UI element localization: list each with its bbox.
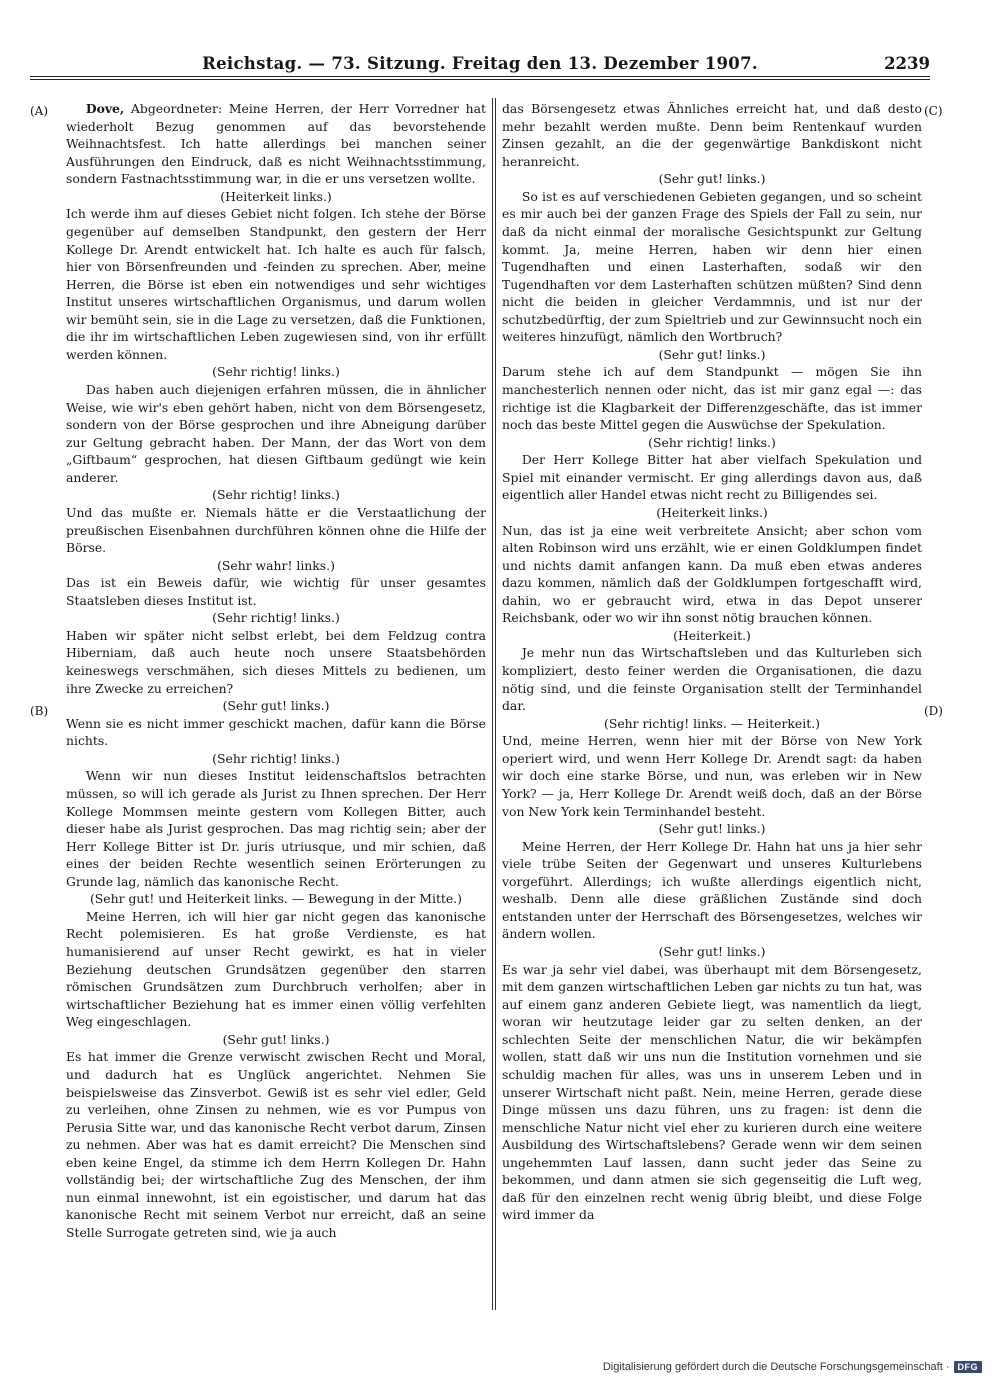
- page-number: 2239: [884, 54, 930, 73]
- left-column: [66, 100, 486, 1308]
- speaker-name: Dove,: [85, 101, 125, 116]
- interjection: (Heiterkeit links.): [656, 504, 768, 520]
- interjection: (Sehr richtig! links.): [212, 610, 340, 626]
- margin-marker-b: (B): [30, 704, 49, 718]
- interjection: (Sehr gut! und Heiterkeit links. — Bewegung in der Mitte.): [89, 891, 463, 907]
- interjection: (Sehr richtig! links. — Heiterkeit.): [604, 715, 820, 731]
- paragraph: Es hat immer die Grenze verwischt zwischen Recht und Moral, und dadurch hat es Unglück angerichtet. Nehmen Sie beispielsweise das Zinsverbot. Gewiß ist es sehr viel edler, Geld zu verleihen, ohne Zinsen zu nehmen, wie es vor Pumpus von Perusia Sitte war, und das kanonische Recht verbot darum, Zinsen zu nehmen. Aber was hat es damit erreicht? Die Menschen sind eben keine Engel, da stimme ich dem Herrn Kollegen Dr. Hahn vollständig bei; der wirtschaftliche Zug des Menschen, der ihm nun einmal innewohnt, ist ein egoistischer, und darum hat das kanonische Recht mit seinem Verbot nur erreicht, daß an seine Stelle Surrogate getreten sind, wie ja auch: [66, 1049, 486, 1240]
- paragraph: Wenn wir nun dieses Institut leidenschaftslos betrachten müssen, so will ich gerade als Jurist zu Ihnen sprechen. Der Herr Kollege Mommsen meinte gestern vom Kollegen Bitter, auch dieser habe als Jurist gesprochen. Das mag richtig sein; aber der Herr Kollege Bitter ist Dr. juris utriusque, und mir schien, daß eines der beiden Rechte wesentlich seinen Erörterungen zu Grunde lag, nämlich das kanonische Recht.: [66, 768, 486, 889]
- paragraph: Das ist ein Beweis dafür, wie wichtig für unser gesamtes Staatsleben dieses Institut ist.: [66, 575, 486, 608]
- paragraph: Der Herr Kollege Bitter hat aber vielfach Spekulation und Spiel mit einander vermischt. Er ging allerdings davon aus, daß eigentlich aller Handel etwas nicht recht zu Billigendes sei.: [502, 452, 922, 503]
- interjection: (Sehr gut! links.): [658, 944, 766, 959]
- paragraph: Wenn sie es nicht immer geschickt machen, dafür kann die Börse nichts.: [66, 715, 486, 749]
- interjection: (Sehr richtig! links.): [212, 364, 340, 380]
- paragraph: Das haben auch diejenigen erfahren müssen, die in ähnlicher Weise, wie wir's eben gehört haben, nicht von dem Börsengesetz, sondern von der Börse gesprochen und ihre Abneigung darüber zur Geltung gebracht haben. Der Mann, der das Wort von dem „Giftbaum“ gesprochen, hat diesen Giftbaum gedüngt wie kein anderer.: [66, 382, 486, 485]
- interjection: (Heiterkeit.): [673, 627, 751, 643]
- page-title: Reichstag. — 73. Sitzung. Freitag den 13. Dezember 1907.: [202, 54, 758, 73]
- page-header: [30, 50, 930, 78]
- margin-marker-a: (A): [30, 104, 49, 118]
- paragraph: So ist es auf verschiedenen Gebieten gegangen, und so scheint es mir auch bei der ganzen Frage des Spiels der Fall zu sein, nur daß da nicht einmal der moralische Gesichtspunkt zur Geltung kommt. Ja, meine Herren, haben wir denn hier einen Tugendhaften und einen Lasterhaften, sodaß wir den Tugendhaften vor dem Lasterhaften schützen müßten? Sind denn nicht die beiden in gleicher Verdammnis, und ist nur der schutzbedürftig, der zum Spieltrieb und zur Gewinnsucht noch ein weiteres hinzufügt, nämlich den Wortbruch?: [502, 188, 922, 345]
- header-rule: [30, 76, 930, 80]
- interjection: (Sehr gut! links.): [658, 821, 766, 837]
- paragraph: Es war ja sehr viel dabei, was überhaupt mit dem Börsengesetz, mit dem ganzen wirtschaftlichen Leben gar nichts zu tun hat, was auf einem ganz anderen Gebiete liegt, was namentlich da liegt, woran wir heutzutage leider gar zu selten denken, an der schlechten Seite der menschlichen Natur, die wir bekämpfen wollen, statt daß wir uns nun die Institution vornehmen und sie schuldig machen für alles, was uns in unserem Leben und in unserer Wirtschaft nicht paßt. Nein, meine Herren, gerade diese Dinge müssen uns dazu führen, uns zu fragen: ist denn die menschliche Natur nicht viel eher zu kurieren durch eine weitere Ausbildung des Wirtschaftslebens? Gerade wenn wir dem seinen ungehemmten Lauf lassen, dann sucht jeder das Seine zu bekommen, und dann atmen sie sich gegenseitig die Luft weg, daß für den einzelnen recht wenig übrig bleibt, und diese Folge wird immer da: [502, 961, 922, 1223]
- interjection: (Sehr richtig! links.): [648, 434, 776, 450]
- interjection: (Sehr gut! links.): [658, 346, 766, 362]
- interjection: (Sehr gut! links.): [222, 1031, 330, 1047]
- margin-marker-c: (C): [924, 104, 943, 118]
- interjection: (Sehr richtig! links.): [212, 487, 340, 503]
- paragraph: Je mehr nun das Wirtschaftsleben und das Kulturleben sich kompliziert, desto feiner werden die Organisationen, die dazu nötig sind, und die feinste Organisation stellt der Terminhandel dar.: [502, 645, 922, 714]
- paragraph-text: Abgeordneter: Meine Herren, der Herr Vorredner hat wiederholt Bezug genommen auf das bevorstehende Weihnachtsfest. Ich hatte allerdings bei manchen seiner Ausführungen den Eindruck, daß es nicht Weihnachtsstimmung, sondern Fastnachtsstimmung war, in die er uns versetzen wollte.: [66, 101, 486, 187]
- paragraph: Nun, das ist ja eine weit verbreitete Ansicht; aber schon vom alten Robinson wird uns erzählt, wie er einen Goldklumpen findet und nichts damit anfangen kann. Da muß eben etwas anderes dazu kommen, nämlich daß der Goldklumpen fortgeschafft wird, dahin, wo er gebraucht wird, etwa in das Depot unserer Reichsbank, oder wo wir ihn sonst nötig brauchen können.: [502, 522, 922, 626]
- paragraph: Meine Herren, der Herr Kollege Dr. Hahn hat uns ja hier sehr viele trübe Seiten der Gegenwart und unseres Kulturlebens vorgeführt. Allerdings; ich wußte allerdings eigentlich nicht, weshalb. Denn alle diese gräßlichen Zustände sind doch entstanden unter der Herrschaft des Börsengesetzes, welches wir ändern wollen.: [502, 838, 922, 942]
- dfg-logo: DFG: [954, 1361, 983, 1373]
- margin-marker-d: (D): [924, 704, 943, 718]
- paragraph: Ich werde ihm auf dieses Gebiet nicht folgen. Ich stehe der Börse gegenüber auf demselben Standpunkt, den gestern der Herr Kollege Dr. Arendt entwickelt hat. Ich halte es auch für falsch, hier von Börsenfreunden und -feinden zu sprechen. Aber, meine Herren, die Börse ist eben ein notwendiges und sehr wichtiges Institut unseres wirtschaftlichen Organismus, und darum wollen wir bemüht sein, sie in die Lage zu versetzen, daß die Funktionen, die ihr im wirtschaftlichen Leben zugewiesen sind, von ihr erfüllt werden können.: [66, 206, 486, 362]
- footer: [603, 1361, 982, 1373]
- right-column: [502, 100, 922, 1308]
- paragraph: Und, meine Herren, wenn hier mit der Börse von New York operiert wird, und wenn Herr Kollege Dr. Arendt sagt: da haben wir doch eine starke Börse, und nun, was erleben wir in New York? — ja, Herr Kollege Dr. Arendt weiß doch, daß an der Börse von New York kein Terminhandel besteht.: [502, 733, 922, 819]
- interjection: (Sehr wahr! links.): [217, 557, 335, 573]
- interjection: (Sehr gut! links.): [658, 171, 766, 187]
- paragraph: das Börsengesetz etwas Ähnliches erreicht hat, und daß desto mehr bezahlt werden mußte. Denn beim Rentenkauf wurden Zinsen gezahlt, an die der gegenwärtige Bankdiskont nicht heranreicht.: [502, 101, 922, 169]
- paragraph: [66, 100, 486, 188]
- footer-credit: Digitalisierung gefördert durch die Deutsche Forschungsgemeinschaft ·: [602, 1361, 950, 1373]
- paragraph: Und das mußte er. Niemals hätte er die Verstaatlichung der preußischen Eisenbahnen durchführen können ohne die Hilfe der Börse.: [66, 504, 486, 556]
- interjection: (Sehr richtig! links.): [212, 750, 340, 766]
- paragraph: Haben wir später nicht selbst erlebt, bei dem Feldzug contra Hiberniam, daß auch heute noch unsere Staatsbehörden keineswegs verschmähen, sich dieses Mittels zu bedienen, um ihre Zwecke zu erreichen?: [66, 627, 486, 696]
- paragraph: Meine Herren, ich will hier gar nicht gegen das kanonische Recht polemisieren. Es hat große Verdienste, es hat humanisierend auf unser Recht gewirkt, es hat in vieler Beziehung deutschen Grundsätzen gegenüber den starren römischen Grundsätzen zum Durchbruch verholfen; aber in wirtschaftlicher Beziehung hat es immer einen völlig verfehlten Weg eingeschlagen.: [66, 908, 486, 1030]
- interjection: (Heiterkeit links.): [220, 188, 332, 204]
- interjection: (Sehr gut! links.): [222, 698, 330, 714]
- paragraph: Darum stehe ich auf dem Standpunkt — mögen Sie ihn manchesterlich nennen oder nicht, das ist mir ganz egal —: das richtige ist die Klagbarkeit der Differenzgeschäfte, das ist immer noch das beste Mittel gegen die Auswüchse der Spekulation.: [502, 364, 922, 433]
- column-divider: [492, 98, 496, 1310]
